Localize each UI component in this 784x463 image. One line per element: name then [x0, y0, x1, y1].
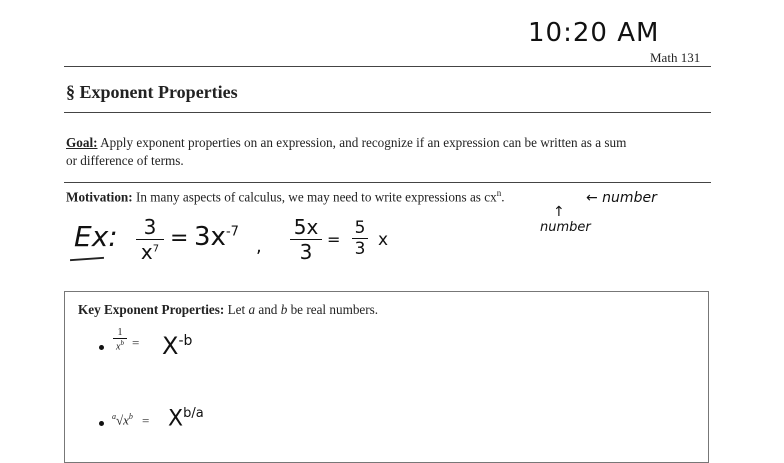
header-rule [64, 66, 711, 67]
goal-label: Goal: [66, 135, 98, 150]
motivation-text: In many aspects of calculus, we may need to write expressions as cx [135, 189, 497, 205]
example2-numerator: 5x [293, 215, 319, 239]
example-underline [70, 257, 104, 261]
property2-answer: $X^{b/a}$ [168, 406, 204, 432]
example2-denominator: 3 [299, 240, 313, 264]
example1-denominator: $x^7$ [140, 240, 160, 264]
key-properties-intro: Let a and b be real numbers. [227, 302, 379, 317]
property1-fraction: 1 $x^b$ [113, 327, 127, 352]
motivation-exponent: n [496, 188, 502, 198]
motivation-label: Motivation: [66, 189, 133, 205]
property1-answer: $X^{-b}$ [162, 332, 193, 360]
example1-result-exponent: -7 [225, 224, 239, 240]
example2-fraction [290, 215, 322, 264]
motivation-line [66, 188, 504, 205]
key-properties-heading [78, 302, 378, 318]
motivation-text-end: . [501, 189, 505, 205]
example1-numerator: 3 [143, 215, 157, 239]
course-label: Math 131 [650, 50, 701, 65]
handwritten-note-number-right: ← number [586, 190, 657, 206]
section-title: § Exponent Properties [66, 82, 238, 102]
property1-equals: = [132, 335, 140, 350]
goal-rule [64, 182, 711, 183]
handwritten-note-number-below: number [540, 220, 591, 235]
property2-equals: = [142, 413, 150, 428]
up-arrow-icon: ↑ [553, 204, 565, 220]
property2-radical-expression: $^a√x^b$ [112, 412, 133, 428]
goal-text-line1: Apply exponent properties on an expression, and recognize if an expression can be written as a sum [100, 135, 627, 150]
goal-paragraph [66, 134, 716, 170]
example2-equals: = [327, 230, 341, 249]
title-rule [64, 112, 711, 113]
goal-text-line2: or difference of terms. [66, 153, 184, 168]
property2-answer-exponent: b/a [183, 406, 204, 421]
example-separator-comma: , [256, 236, 262, 257]
property1-answer-exponent: -b [178, 333, 193, 349]
example1-result: $3x^{-7}$ [194, 222, 239, 252]
example1-equals: = [170, 226, 189, 251]
example2-result-variable: x [378, 230, 389, 250]
example2-result-fraction: 5 3 [352, 218, 368, 259]
example-label: Ex: [74, 220, 118, 253]
key-properties-title: Key Exponent Properties: [78, 302, 225, 317]
handwritten-time: 10:20 AM [528, 18, 660, 48]
example1-fraction [136, 215, 164, 264]
bullet-point [99, 345, 104, 350]
bullet-point [99, 421, 104, 426]
